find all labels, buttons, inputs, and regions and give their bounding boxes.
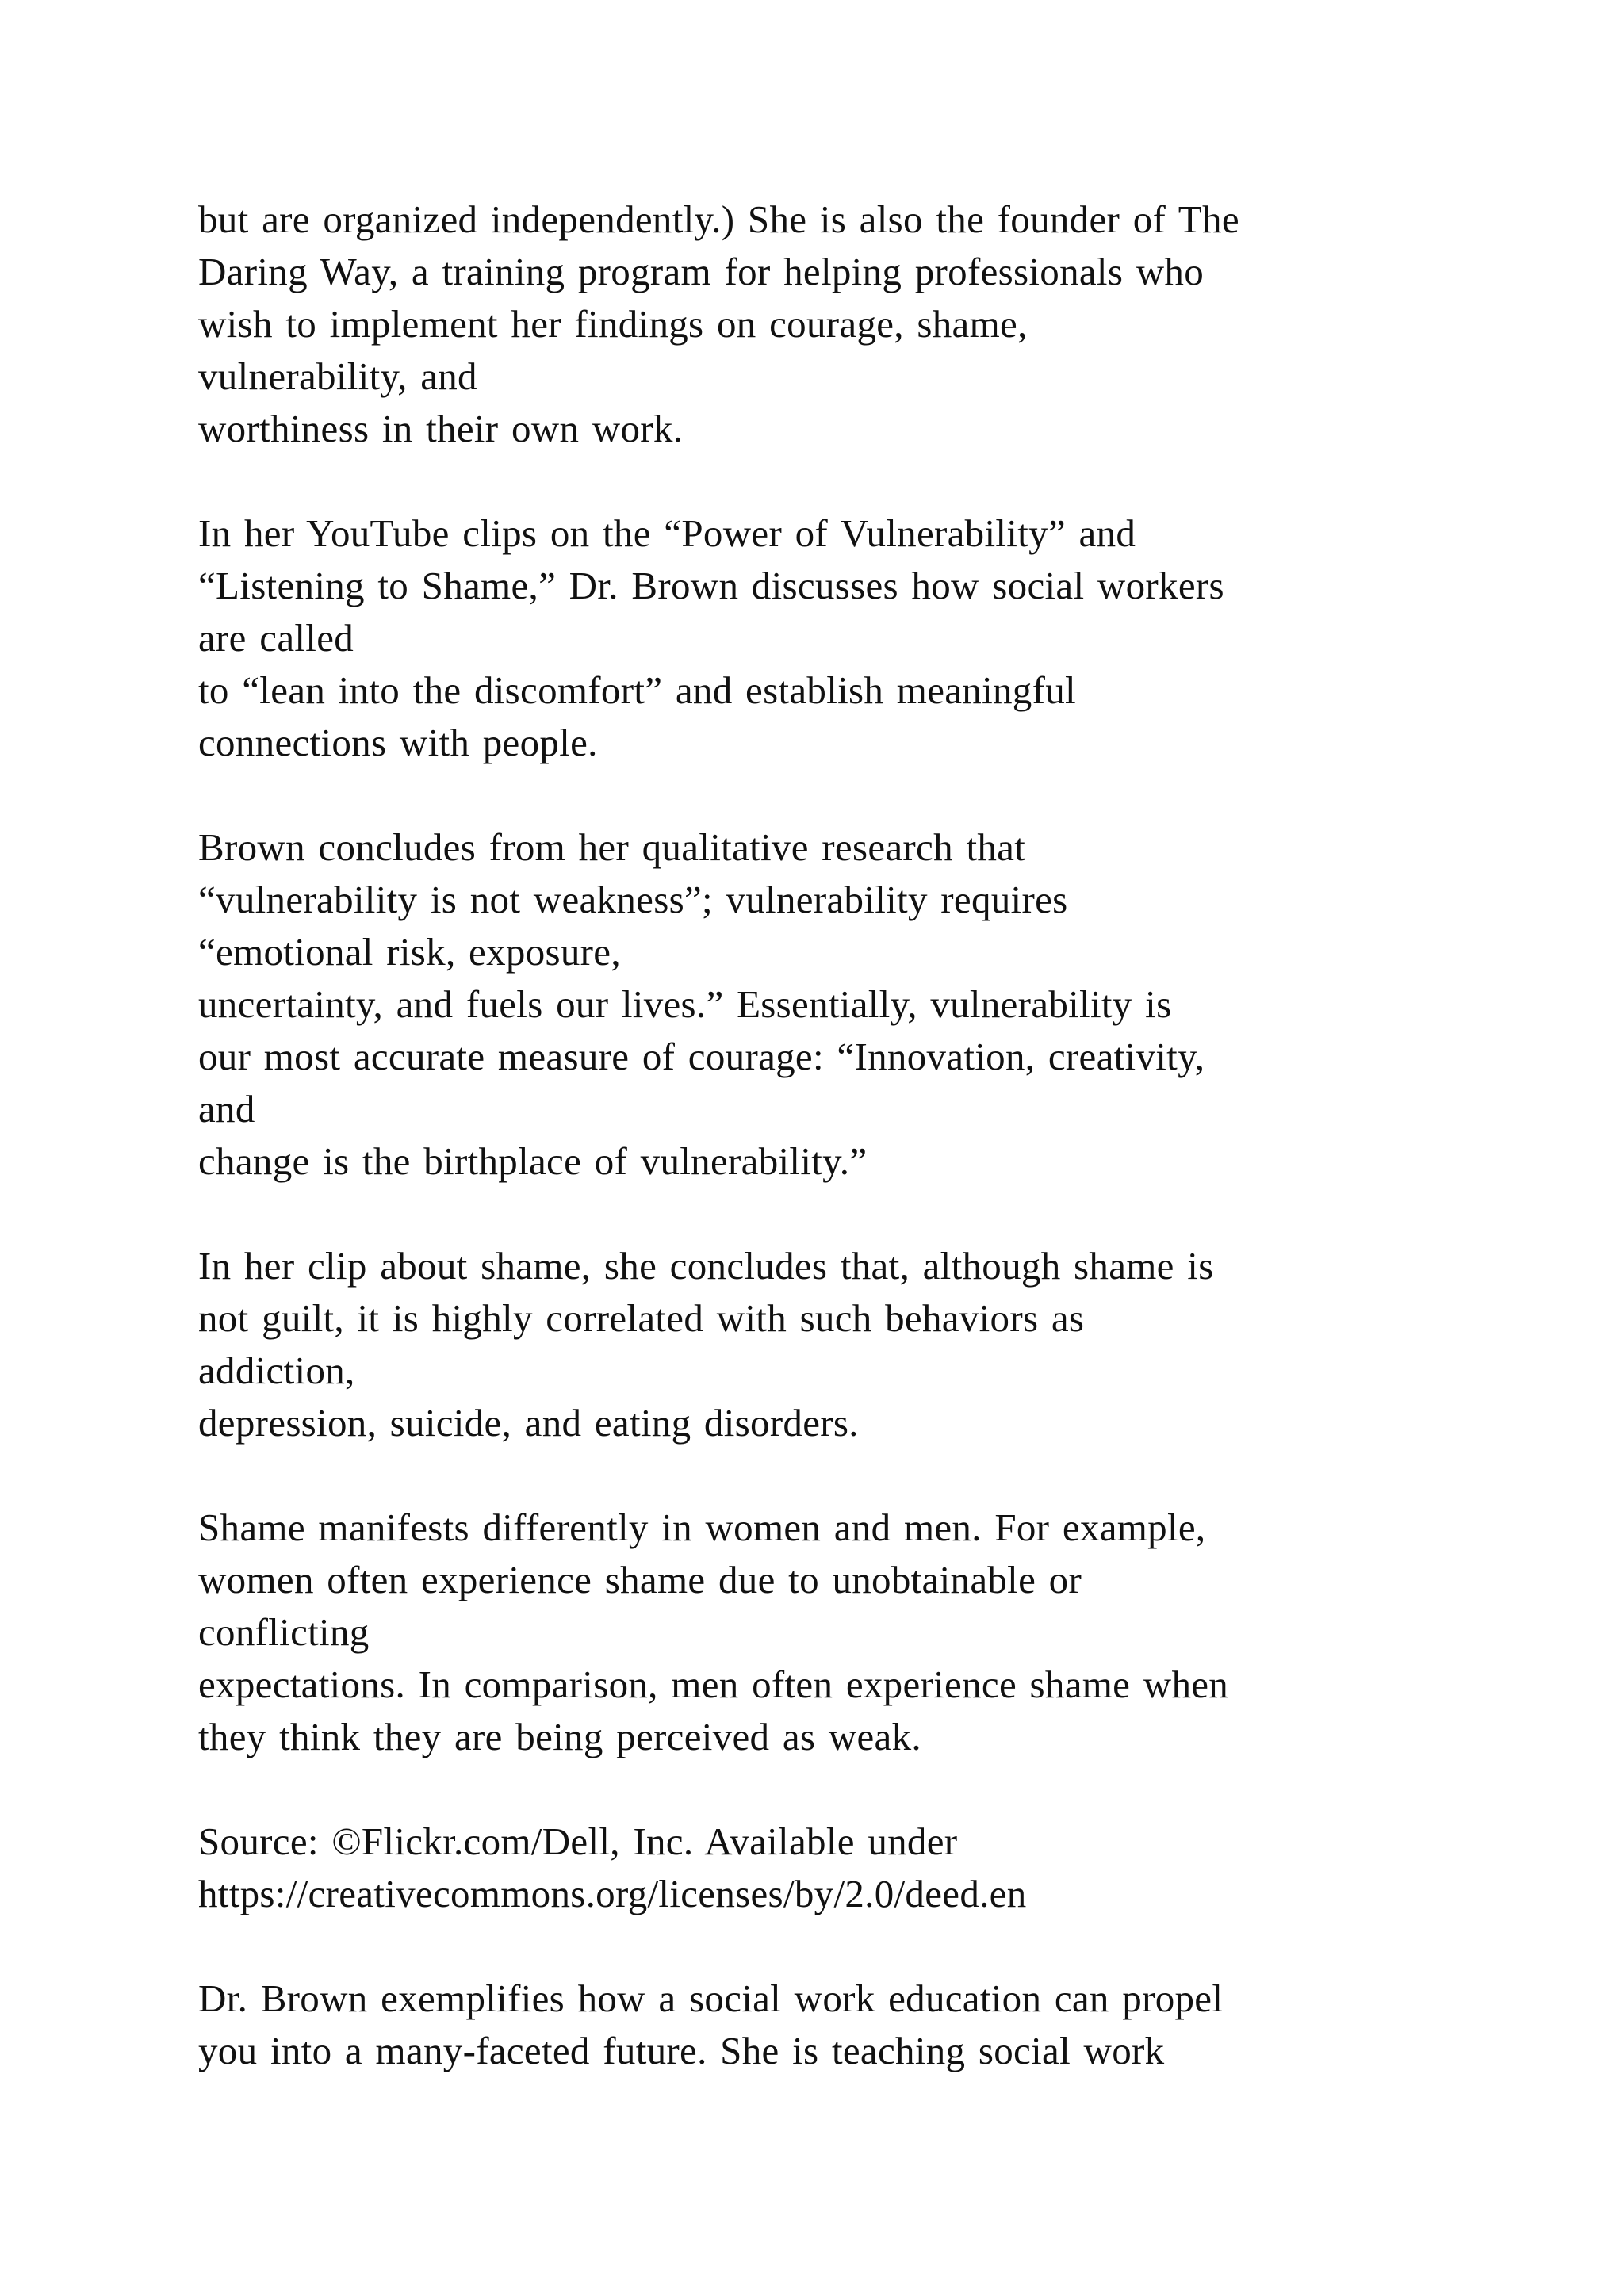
paragraph-shame-clip [198,1240,1562,1449]
text-line: Dr. Brown exemplifies how a social work education can propel [198,1976,1224,2020]
text-line: expectations. In comparison, men often experience shame when [198,1663,1229,1706]
text-line: “emotional risk, exposure, [198,930,621,974]
text-line: Daring Way, a training program for helping professionals who [198,250,1205,293]
text-line: Shame manifests differently in women and men. For example, [198,1506,1206,1549]
text-line: “vulnerability is not weakness”; vulnerability requires [198,878,1068,921]
text-line: you into a many-faceted future. She is teaching social work [198,2029,1165,2072]
text-line: but are organized independently.) She is also the founder of The [198,197,1239,241]
text-line: vulnerability, and [198,354,477,398]
text-line: “Listening to Shame,” Dr. Brown discusses how social workers [198,564,1224,607]
text-line: In her clip about shame, she concludes that, although shame is [198,1244,1214,1288]
text-line: addiction, [198,1349,355,1392]
source-url: https://creativecommons.org/licenses/by/2.0/deed.en [198,1872,1027,1915]
paragraph-youtube-clips [198,507,1562,769]
text-line: they think they are being perceived as weak. [198,1715,921,1758]
paragraph-daring-way [198,193,1562,455]
text-line: our most accurate measure of courage: “Innovation, creativity, [198,1035,1205,1078]
body-text [198,193,1562,2130]
text-line: are called [198,616,354,660]
text-line: and [198,1087,255,1131]
text-line: worthiness in their own work. [198,407,684,450]
paragraph-shame-gender [198,1502,1562,1763]
paragraph-source-credit [198,1816,1562,1920]
paragraph-vulnerability [198,821,1562,1188]
text-line: change is the birthplace of vulnerability.” [198,1139,868,1183]
text-line: Source: ©Flickr.com/Dell, Inc. Available under [198,1820,958,1863]
text-line: wish to implement her findings on courage, shame, [198,302,1028,346]
text-line: uncertainty, and fuels our lives.” Essentially, vulnerability is [198,982,1172,1026]
text-line: not guilt, it is highly correlated with such behaviors as [198,1296,1085,1340]
text-line: conflicting [198,1610,370,1654]
text-line: to “lean into the discomfort” and establish meaningful [198,668,1076,712]
text-line: depression, suicide, and eating disorders. [198,1401,859,1445]
text-line: In her YouTube clips on the “Power of Vulnerability” and [198,511,1136,555]
text-line: Brown concludes from her qualitative research that [198,825,1026,869]
paragraph-education [198,1973,1562,2077]
text-line: connections with people. [198,721,598,764]
text-line: women often experience shame due to unobtainable or [198,1558,1082,1601]
